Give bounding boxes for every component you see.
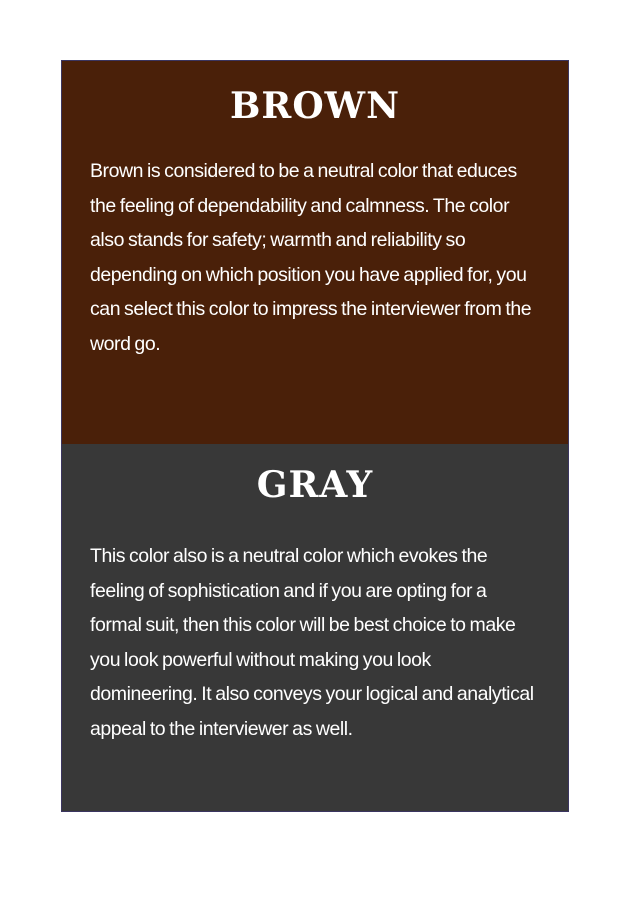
gray-section	[62, 444, 568, 812]
gray-description: This color also is a neutral color which evokes the feeling of sophistication and if you are opting for a formal suit, then this color will be best choice to make you look powerful without making you look domineering. It also conveys your logical and analytical appeal to the interviewer as well.	[90, 545, 534, 740]
gray-heading: GRAY	[256, 464, 374, 506]
brown-description: Brown is considered to be a neutral color that educes the feeling of dependability and calmness. The color also stands for safety; warmth and reliability so depending on which position you have applied for, you can select this color to impress the interviewer from the word go.	[90, 160, 532, 355]
brown-heading: BROWN	[229, 85, 401, 127]
color-info-card	[61, 60, 569, 812]
brown-section	[62, 61, 568, 444]
